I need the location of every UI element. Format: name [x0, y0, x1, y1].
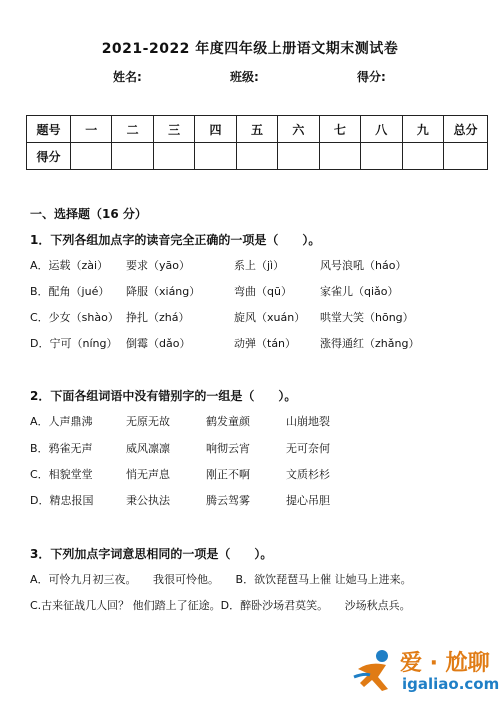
option-part: 悄无声息 [126, 468, 170, 481]
page-title: 2021-2022 年度四年级上册语文期末测试卷 [101, 41, 399, 57]
option-part: C．相貌堂堂 [30, 468, 93, 481]
option-part: 弯曲（qū） [234, 285, 292, 298]
name-label: 姓名: [113, 70, 142, 84]
question-option [30, 466, 330, 482]
option-part: 倒霉（dǎo） [126, 337, 191, 350]
score-label: 得分: [357, 70, 386, 84]
option-part: 腾云驾雾 [206, 494, 250, 507]
section-heading: 一、选择题（16 分） [30, 207, 147, 221]
score-cell[interactable] [319, 143, 360, 170]
score-cell[interactable] [153, 143, 194, 170]
question-option [30, 492, 330, 508]
table-header-cell: 二 [112, 116, 153, 143]
option-part: D．精忠报国 [30, 494, 94, 507]
option-part: 山崩地裂 [286, 415, 330, 428]
question-option [30, 257, 406, 273]
table-header-cell: 三 [153, 116, 194, 143]
watermark [352, 643, 500, 699]
question-stem: 1．下列各组加点字的读音完全正确的一项是（ ）。 [30, 233, 321, 247]
table-header-cell: 九 [402, 116, 444, 143]
question-stem: 2．下面各组词语中没有错别字的一组是（ ）。 [30, 389, 297, 403]
watermark-url: igaliao.com [402, 675, 500, 693]
option-part: 威风凛凛 [126, 442, 170, 455]
option-part: 哄堂大笑（hōng） [320, 311, 414, 324]
option-part: 响彻云宵 [206, 442, 250, 455]
table-header-cell: 总分 [444, 116, 488, 143]
question-option [30, 440, 330, 456]
table-header-cell: 七 [319, 116, 360, 143]
table-header-cell: 五 [236, 116, 277, 143]
table-header-cell: 题号 [27, 116, 71, 143]
option-part: C．少女（shào） [30, 311, 119, 324]
runner-logo-icon [352, 647, 400, 695]
option-part: 无可奈何 [286, 442, 330, 455]
watermark-text: 爱 · 尬聊 [400, 651, 490, 676]
option-part: 要求（yāo） [126, 259, 190, 272]
score-cell[interactable] [444, 143, 488, 170]
score-cell[interactable] [71, 143, 112, 170]
option-part: 鹤发童颜 [206, 415, 250, 428]
question-option: C.古来征战几人回？ 他们踏上了征途。D．醉卧沙场君莫笑。 沙场秋点兵。 [30, 599, 411, 612]
option-part: A．人声鼎沸 [30, 415, 93, 428]
score-cell[interactable] [278, 143, 319, 170]
option-part: 旋风（xuán） [234, 311, 306, 324]
question-option [30, 309, 414, 325]
option-part: 家雀儿（qiǎo） [320, 285, 399, 298]
option-part: D．宁可（níng） [30, 337, 118, 350]
question-option [30, 335, 419, 351]
option-part: A．运载（zài） [30, 259, 109, 272]
question-option [30, 283, 399, 299]
class-label: 班级: [230, 70, 259, 84]
table-row-label: 得分 [27, 143, 71, 170]
option-part: 动弹（tán） [234, 337, 297, 350]
option-part: 刚正不啊 [206, 468, 250, 481]
score-cell[interactable] [236, 143, 277, 170]
option-part: B．鸦雀无声 [30, 442, 93, 455]
score-cell[interactable] [112, 143, 153, 170]
score-table [26, 115, 488, 170]
score-cell[interactable] [361, 143, 402, 170]
question-option [30, 413, 330, 429]
table-header-cell: 一 [71, 116, 112, 143]
option-part: 秉公执法 [126, 494, 170, 507]
option-part: 风号浪吼（háo） [320, 259, 407, 272]
option-part: 涨得通红（zhǎng） [320, 337, 420, 350]
option-part: 提心吊胆 [286, 494, 330, 507]
table-header-cell: 八 [361, 116, 402, 143]
option-part: B．配角（jué） [30, 285, 110, 298]
score-cell[interactable] [402, 143, 444, 170]
option-part: 降服（xiáng） [126, 285, 201, 298]
table-header-cell: 六 [278, 116, 319, 143]
score-cell[interactable] [195, 143, 236, 170]
option-part: 无原无故 [126, 415, 170, 428]
question-option: A．可怜九月初三夜。 我很可怜他。 B．欲饮琵琶马上催 让她马上进来。 [30, 573, 412, 586]
score-table-score-row [27, 143, 488, 170]
option-part: 文质杉杉 [286, 468, 330, 481]
question-stem: 3．下列加点字词意思相同的一项是（ ）。 [30, 547, 273, 561]
option-part: 系上（jì） [234, 259, 285, 272]
score-table-header-row [27, 116, 488, 143]
table-header-cell: 四 [195, 116, 236, 143]
option-part: 挣扎（zhá） [126, 311, 190, 324]
